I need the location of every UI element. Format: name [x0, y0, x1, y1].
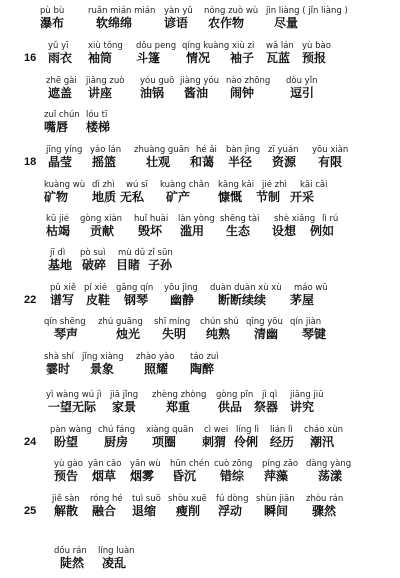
pinyin: dì zhì: [92, 180, 115, 190]
pinyin: gòng pǐn: [216, 390, 254, 400]
pinyin: cháo xùn: [304, 425, 343, 435]
word: 伶俐: [234, 435, 259, 449]
pinyin: qín shēng: [44, 317, 86, 327]
word: 子孙: [148, 258, 173, 272]
word: 烛光: [116, 327, 141, 341]
word: 讲座: [88, 86, 113, 100]
word: 有限: [318, 155, 343, 169]
word: 酱油: [184, 86, 209, 100]
word: 骤然: [312, 504, 337, 518]
pinyin: xiàng quān: [146, 425, 194, 435]
word: 荡漾: [318, 469, 343, 483]
pinyin: táo zuì: [190, 352, 219, 362]
word-row: [0, 494, 400, 518]
word: 琴声: [54, 327, 79, 341]
word-row: [0, 425, 400, 449]
word: 融合: [92, 504, 117, 518]
pinyin: jiàng yóu: [180, 76, 220, 86]
pinyin: shà shí: [44, 352, 74, 362]
pinyin: zhuàng guān: [134, 145, 190, 155]
word: 设想: [272, 224, 297, 238]
word-row: [0, 283, 400, 307]
word: 失明: [162, 327, 187, 341]
word-row: [0, 6, 400, 30]
pinyin: chún shú: [200, 317, 239, 327]
word: 和蔼: [190, 155, 215, 169]
pinyin: yān wù: [130, 459, 161, 469]
pinyin: pàn wàng: [50, 425, 92, 435]
pinyin: zhèng zhòng: [152, 390, 207, 400]
lesson-number: 25: [24, 505, 37, 517]
pinyin: dòu yǐn: [286, 76, 318, 86]
pinyin: yōu xiàn: [312, 145, 349, 155]
word-row: [0, 459, 400, 483]
word: 农作物: [208, 16, 245, 30]
pinyin: shè xiǎng: [274, 214, 316, 224]
pinyin: zuǐ chún: [44, 110, 80, 120]
pinyin: pò suì: [80, 248, 106, 258]
word: 生态: [226, 224, 251, 238]
pinyin: gòng xiàn: [80, 214, 123, 224]
word-row: [0, 180, 400, 204]
word: 刺猬: [202, 435, 227, 449]
word: 逗引: [290, 86, 315, 100]
pinyin: zhú guāng: [98, 317, 143, 327]
word: 闹钟: [230, 86, 255, 100]
pinyin: jǐng xiàng: [82, 352, 124, 362]
pinyin: jiǎng jiū: [290, 390, 324, 400]
word: 情况: [186, 51, 211, 65]
word: 霎时: [46, 362, 71, 376]
word: 浮动: [218, 504, 243, 518]
word: 尽量: [274, 16, 299, 30]
pinyin: dǒu peng: [136, 41, 177, 51]
pinyin: shòu xuē: [168, 494, 207, 504]
word: 瞬间: [264, 504, 289, 518]
pinyin: mù dǔ: [118, 248, 146, 258]
pinyin: jì qì: [262, 390, 278, 400]
pinyin: kū jié: [46, 214, 69, 224]
word: 纯熟: [206, 327, 231, 341]
pinyin: jìn liàng ( jǐn liàng ): [266, 6, 348, 16]
word: 斗篷: [136, 51, 161, 65]
pinyin: yōu jìng: [164, 283, 198, 293]
word: 错综: [220, 469, 245, 483]
pinyin: pí xié: [84, 283, 108, 293]
pinyin: cì wei: [204, 425, 229, 435]
word: 滥用: [180, 224, 205, 238]
word: 瘦削: [176, 504, 201, 518]
word: 一望无际: [48, 400, 97, 414]
pinyin: lì rú: [322, 214, 339, 224]
pinyin: hūn chén: [170, 459, 210, 469]
pinyin: píng zǎo: [262, 459, 299, 469]
pinyin: fú dòng: [216, 494, 249, 504]
pinyin: tuì suō: [132, 494, 161, 504]
word: 潮汛: [310, 435, 335, 449]
pinyin: líng luàn: [98, 546, 135, 556]
word: 谚语: [164, 16, 189, 30]
pinyin: xiù zi: [232, 41, 255, 51]
pinyin: làn yòng: [178, 214, 215, 224]
pinyin: gāng qín: [116, 283, 154, 293]
pinyin: kuàng wù: [44, 180, 86, 190]
word: 摇篮: [92, 155, 117, 169]
word: 郑重: [166, 400, 191, 414]
word-row: [0, 41, 400, 65]
pinyin: jié zhì: [262, 180, 287, 190]
pinyin: wú sī: [126, 180, 148, 190]
pinyin: shī míng: [154, 317, 191, 327]
word: 枯竭: [46, 224, 71, 238]
pinyin: zhào yào: [136, 352, 175, 362]
word: 楼梯: [86, 120, 111, 134]
word-row: [0, 248, 400, 272]
word: 琴键: [302, 327, 327, 341]
pinyin: zhòu rán: [306, 494, 344, 504]
pinyin: nào zhōng: [226, 76, 271, 86]
pinyin: nóng zuò wù: [204, 6, 259, 16]
word: 矿物: [44, 190, 69, 204]
pinyin: qíng kuàng: [182, 41, 230, 51]
word: 祭器: [254, 400, 279, 414]
word: 凌乱: [102, 556, 127, 570]
pinyin: lóu tī: [86, 110, 108, 120]
pinyin: yù bào: [302, 41, 331, 51]
word: 幽静: [170, 293, 195, 307]
pinyin: qín jiàn: [290, 317, 322, 327]
word: 讲究: [290, 400, 315, 414]
word: 例如: [310, 224, 335, 238]
pinyin: jiǎng zuò: [86, 76, 125, 86]
pinyin: xiù tǒng: [88, 41, 123, 51]
word: 烟雾: [130, 469, 155, 483]
word-row: [0, 76, 400, 100]
pinyin: qīng yōu: [246, 317, 283, 327]
word: 雨衣: [48, 51, 73, 65]
pinyin: yóu guō: [140, 76, 175, 86]
word: 遮盖: [48, 86, 73, 100]
pinyin: pǔ xiě: [50, 283, 77, 293]
pinyin: shēng tài: [220, 214, 260, 224]
pinyin: ruǎn mián mián: [88, 6, 156, 16]
pinyin: yì wàng wú jì: [46, 390, 102, 400]
word-row: [0, 110, 400, 134]
pinyin: jīng yíng: [46, 145, 83, 155]
word: 钢琴: [124, 293, 149, 307]
pinyin: yàn yǔ: [164, 6, 193, 16]
word-row: [0, 546, 400, 570]
pinyin: yǔ yī: [48, 41, 69, 51]
pinyin: dàng yàng: [306, 459, 352, 469]
pinyin: zī yuán: [268, 145, 299, 155]
word: 盼望: [54, 435, 79, 449]
pinyin: róng hé: [90, 494, 123, 504]
pinyin: shùn jiān: [256, 494, 295, 504]
pinyin: chú fáng: [98, 425, 136, 435]
word: 瓦蓝: [266, 51, 291, 65]
word: 断断续续: [218, 293, 267, 307]
pinyin: dǒu rán: [54, 546, 87, 556]
word: 基地: [48, 258, 73, 272]
word: 供品: [218, 400, 243, 414]
pinyin: duàn duàn xù xù: [210, 283, 282, 293]
pinyin: zhē gài: [46, 76, 77, 86]
pinyin: yáo lán: [90, 145, 122, 155]
pinyin: huǐ huài: [134, 214, 169, 224]
word: 家景: [112, 400, 137, 414]
word: 陡然: [60, 556, 85, 570]
word: 嘴唇: [44, 120, 69, 134]
word: 瀑布: [40, 16, 65, 30]
lesson-number: 18: [24, 156, 37, 168]
pinyin: lián lì: [270, 425, 293, 435]
word: 陶醉: [190, 362, 215, 376]
word-row: [0, 145, 400, 169]
word: 谱写: [50, 293, 75, 307]
word: 矿产: [166, 190, 191, 204]
pinyin: bàn jìng: [226, 145, 261, 155]
word: 退缩: [132, 504, 157, 518]
word: 半径: [228, 155, 253, 169]
pinyin: zǐ sūn: [148, 248, 173, 258]
word: 厨房: [104, 435, 129, 449]
lesson-number: 22: [24, 294, 37, 306]
pinyin: kāng kǎi: [218, 180, 255, 190]
word: 无私: [120, 190, 145, 204]
word: 袖子: [230, 51, 255, 65]
word: 开采: [290, 190, 315, 204]
word: 软绵绵: [96, 16, 133, 30]
word: 慷慨: [218, 190, 243, 204]
word: 目睹: [116, 258, 141, 272]
pinyin: jiā jǐng: [110, 390, 139, 400]
pinyin: yān cǎo: [88, 459, 122, 469]
pinyin: yù gào: [54, 459, 83, 469]
word: 破碎: [82, 258, 107, 272]
word: 壮观: [146, 155, 171, 169]
pinyin: líng lì: [236, 425, 259, 435]
word: 解散: [54, 504, 79, 518]
word: 地质: [92, 190, 117, 204]
word-row: [0, 352, 400, 376]
pinyin: hé ǎi: [196, 145, 217, 155]
lesson-number: 24: [24, 436, 37, 448]
word: 节制: [256, 190, 281, 204]
word: 油锅: [140, 86, 165, 100]
word: 预报: [302, 51, 327, 65]
word: 晶莹: [48, 155, 73, 169]
word: 皮鞋: [86, 293, 111, 307]
pinyin: kāi cǎi: [300, 180, 328, 190]
word: 景象: [90, 362, 115, 376]
word: 袖筒: [88, 51, 113, 65]
word: 清幽: [254, 327, 279, 341]
word: 萍藻: [264, 469, 289, 483]
word: 昏沉: [172, 469, 197, 483]
word: 经历: [270, 435, 295, 449]
word-row: [0, 317, 400, 341]
pinyin: máo wū: [294, 283, 328, 293]
pinyin: jī dì: [50, 248, 66, 258]
word-row: [0, 214, 400, 238]
word: 毁坏: [138, 224, 163, 238]
word: 茅屋: [290, 293, 315, 307]
lesson-number: 16: [24, 52, 37, 64]
pinyin: pù bù: [40, 6, 65, 16]
word-row: [0, 390, 400, 414]
pinyin: jiě sàn: [52, 494, 80, 504]
word: 项圈: [152, 435, 177, 449]
pinyin: wǎ lán: [266, 41, 294, 51]
word: 烟草: [92, 469, 117, 483]
word: 预告: [54, 469, 79, 483]
word: 贡献: [90, 224, 115, 238]
word: 照耀: [144, 362, 169, 376]
pinyin: cuò zōng: [214, 459, 253, 469]
word: 资源: [272, 155, 297, 169]
pinyin: kuàng chǎn: [160, 180, 210, 190]
